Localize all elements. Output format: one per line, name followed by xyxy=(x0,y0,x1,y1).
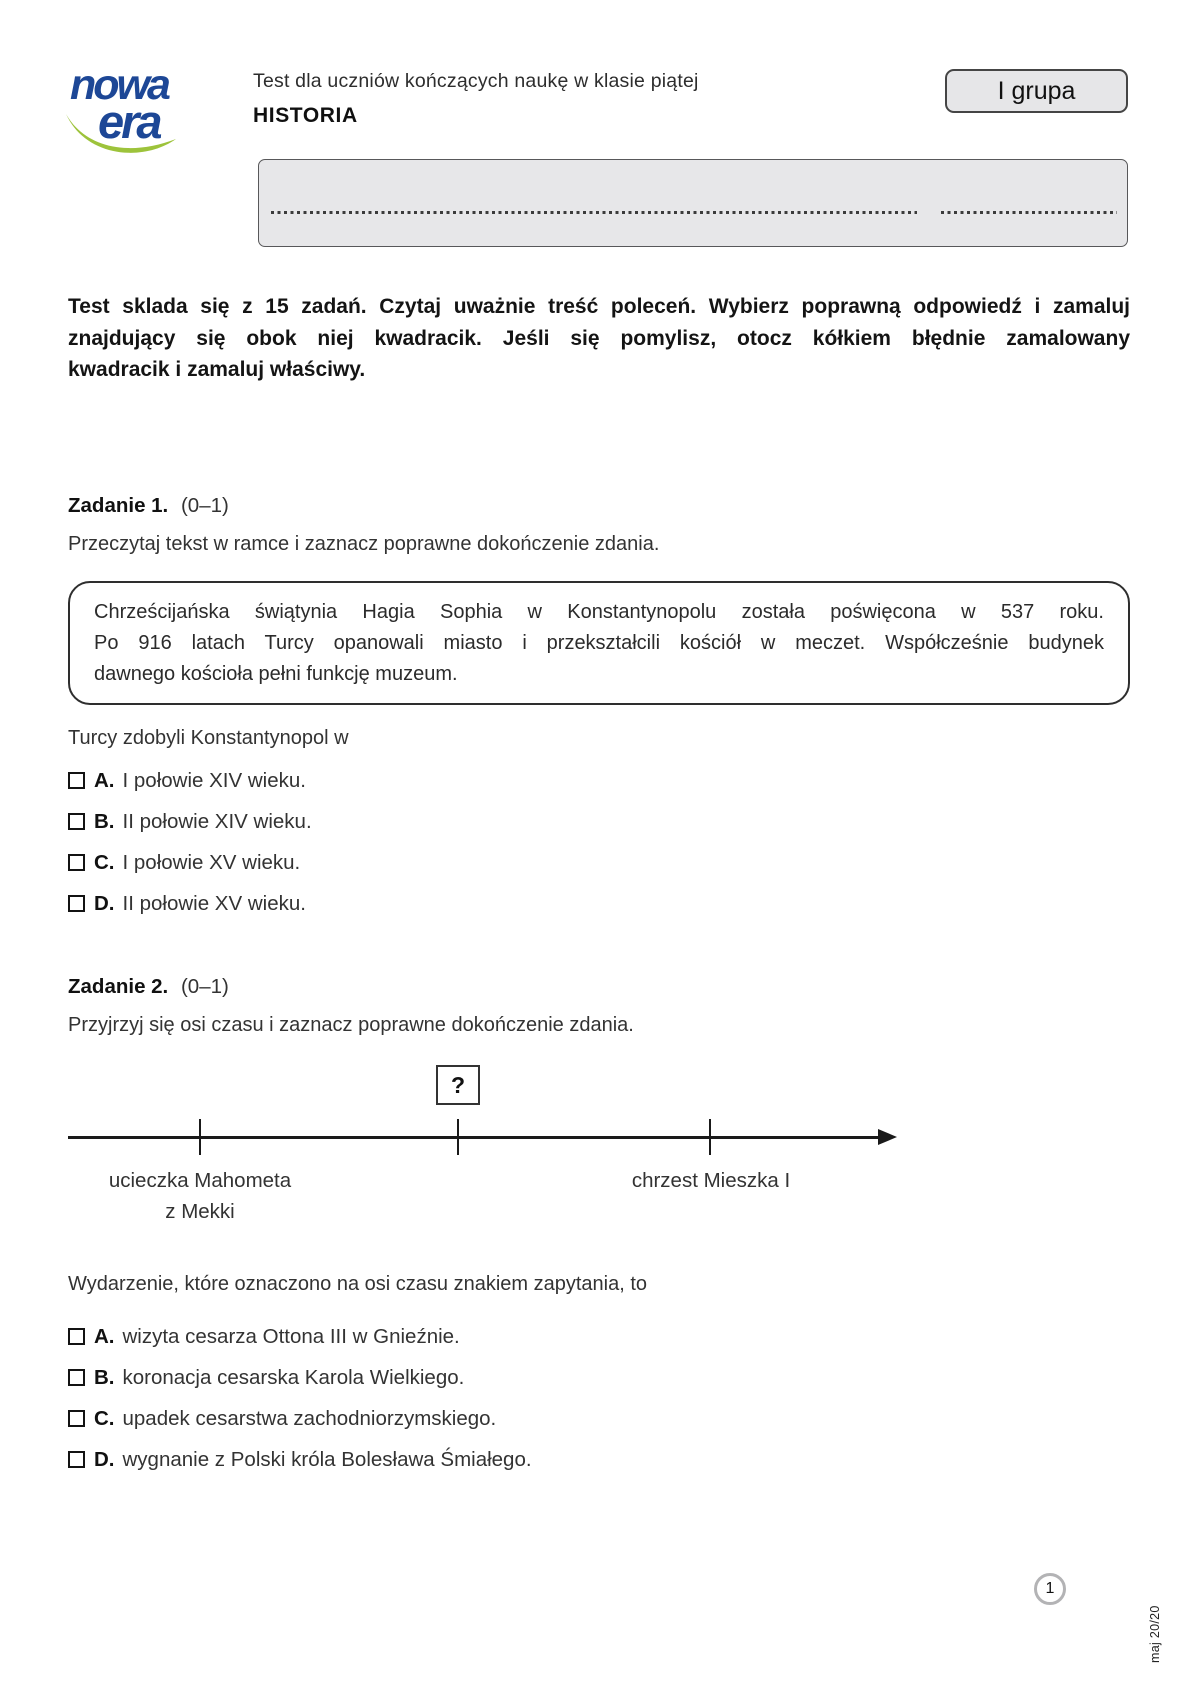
timeline-label-left-line1: ucieczka Mahometa xyxy=(108,1169,292,1192)
task-2-prompt: Przyjrzyj się osi czasu i zaznacz poprawne dokończenie zdania. xyxy=(68,1014,634,1036)
task-2-heading xyxy=(68,975,229,999)
answer-option-b xyxy=(68,1366,532,1394)
task-1-source-box xyxy=(68,581,1130,705)
test-subtitle: Test dla uczniów kończących naukę w klasie piątej xyxy=(253,70,699,92)
task-1-points: (0–1) xyxy=(180,494,229,517)
option-letter: B. xyxy=(94,810,115,833)
instructions-line: kwadracik i zamaluj właściwy. xyxy=(68,358,366,381)
answer-option-a xyxy=(68,1325,532,1353)
answer-checkbox-b[interactable] xyxy=(68,813,85,830)
answer-checkbox-a[interactable] xyxy=(68,1328,85,1345)
task-2-title: Zadanie 2. xyxy=(68,975,169,998)
option-text: II połowie XV wieku. xyxy=(122,892,306,915)
source-text-line: Po 916 latach Turcy opanowali miasto i przekształcili kościół w meczet. Współcześnie budynek xyxy=(94,632,1104,654)
instructions xyxy=(68,291,1130,386)
option-text: I połowie XV wieku. xyxy=(122,851,301,874)
timeline-label-left xyxy=(90,1165,310,1227)
answer-option-b xyxy=(68,810,312,838)
task-2-points: (0–1) xyxy=(180,975,229,998)
option-text: wygnanie z Polski króla Bolesława Śmiałego. xyxy=(122,1448,532,1471)
subject-title: HISTORIA xyxy=(253,104,358,127)
option-text: upadek cesarstwa zachodniorzymskiego. xyxy=(122,1407,497,1430)
instructions-line: Test sklada się z 15 zadań. Czytaj uważnie treść poleceń. Wybierz poprawną odpowiedź i zamaluj xyxy=(68,295,1130,318)
timeline xyxy=(68,1063,1130,1238)
task-2-stem: Wydarzenie, które oznaczono na osi czasu znakiem zapytania, to xyxy=(68,1273,648,1295)
option-text: wizyta cesarza Ottona III w Gnieźnie. xyxy=(122,1325,460,1348)
task-1-title: Zadanie 1. xyxy=(68,494,169,517)
timeline-axis xyxy=(68,1136,880,1139)
name-entry-line[interactable] xyxy=(271,211,917,214)
option-letter: D. xyxy=(94,892,115,915)
answer-checkbox-c[interactable] xyxy=(68,1410,85,1427)
option-letter: C. xyxy=(94,1407,115,1430)
answer-checkbox-d[interactable] xyxy=(68,1451,85,1468)
timeline-tick-left xyxy=(199,1119,201,1155)
answer-option-c xyxy=(68,1407,532,1435)
option-letter: B. xyxy=(94,1366,115,1389)
timeline-tick-right xyxy=(709,1119,711,1155)
option-letter: A. xyxy=(94,1325,115,1348)
answer-option-a xyxy=(68,769,312,797)
task-2-options xyxy=(68,1325,532,1489)
page-number: 1 xyxy=(1045,1580,1055,1597)
option-text: koronacja cesarska Karola Wielkiego. xyxy=(122,1366,465,1389)
timeline-arrowhead-icon xyxy=(878,1129,897,1145)
answer-checkbox-b[interactable] xyxy=(68,1369,85,1386)
timeline-unknown-event-box: ? xyxy=(436,1065,480,1105)
class-entry-line[interactable] xyxy=(941,211,1117,214)
answer-option-d xyxy=(68,1448,532,1476)
task-1-heading xyxy=(68,494,229,518)
nowa-era-logo xyxy=(64,61,204,168)
group-badge xyxy=(945,69,1128,113)
option-letter: D. xyxy=(94,1448,115,1471)
answer-checkbox-d[interactable] xyxy=(68,895,85,912)
option-text: I połowie XIV wieku. xyxy=(122,769,306,792)
group-badge-label: I grupa xyxy=(997,76,1076,105)
task-1-prompt: Przeczytaj tekst w ramce i zaznacz poprawne dokończenie zdania. xyxy=(68,533,660,555)
option-letter: A. xyxy=(94,769,115,792)
answer-option-d xyxy=(68,892,312,920)
task-1-options xyxy=(68,769,312,933)
edition-side-note: maj 20/20 xyxy=(1148,1605,1162,1663)
instructions-line: znajdujący się obok niej kwadracik. Jeśli się pomylisz, otocz kółkiem błędnie zamalowany xyxy=(68,326,1130,350)
task-1-stem: Turcy zdobyli Konstantynopol w xyxy=(68,727,349,749)
source-text-line: Chrześcijańska świątynia Hagia Sophia w Konstantynopolu została poświęcona w 537 roku. xyxy=(94,601,1104,623)
header xyxy=(253,70,699,128)
answer-checkbox-c[interactable] xyxy=(68,854,85,871)
logo-text-nowa: nowa xyxy=(70,61,168,109)
logo-text-era: era xyxy=(98,95,160,148)
timeline-label-left-line2: z Mekki xyxy=(165,1200,235,1223)
option-letter: C. xyxy=(94,851,115,874)
page-number-badge xyxy=(1034,1573,1066,1605)
source-text-line: dawnego kościoła pełni funkcję muzeum. xyxy=(94,663,458,685)
answer-checkbox-a[interactable] xyxy=(68,772,85,789)
answer-option-c xyxy=(68,851,312,879)
name-field-box xyxy=(258,159,1128,247)
timeline-label-right: chrzest Mieszka I xyxy=(631,1169,791,1192)
timeline-tick-middle xyxy=(457,1119,459,1155)
option-text: II połowie XIV wieku. xyxy=(122,810,312,833)
